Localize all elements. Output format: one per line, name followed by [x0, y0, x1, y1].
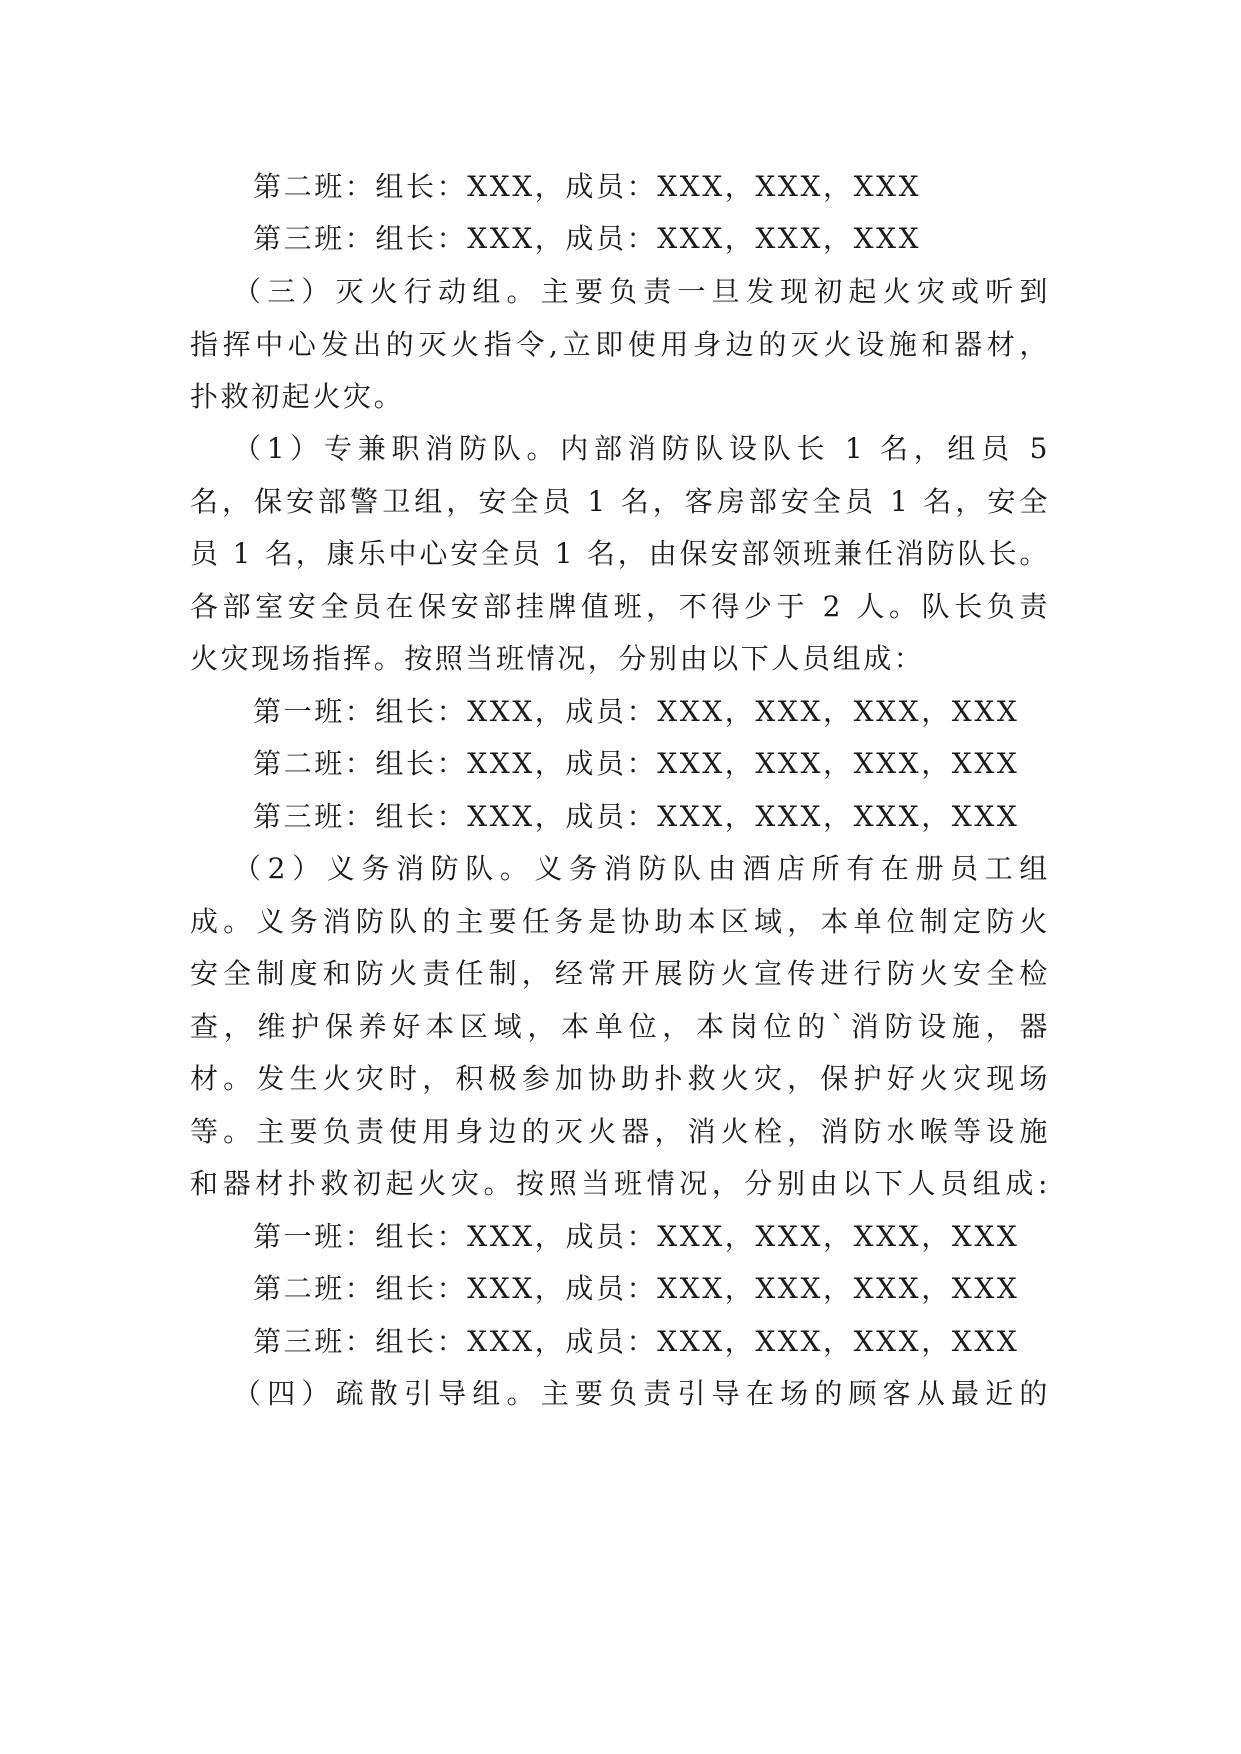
- text-line: （四）疏散引导组。主要负责引导在场的顾客从最近的: [233, 1377, 1050, 1410]
- text-line: 员 1 名，康乐中心安全员 1 名，由保安部领班兼任消防队长。: [190, 537, 1050, 570]
- text-line: 等。主要负责使用身边的灭火器，消火栓，消防水喉等设施: [190, 1115, 1050, 1148]
- text-line: 第一班：组长：XXX，成员：XXX，XXX，XXX，XXX: [253, 1220, 1020, 1253]
- text-line: 第二班：组长：XXX，成员：XXX，XXX，XXX，XXX: [253, 747, 1020, 780]
- text-line: 各部室安全员在保安部挂牌值班，不得少于 2 人。队长负责: [190, 590, 1050, 623]
- text-line: 第二班：组长：XXX，成员：XXX，XXX，XXX，XXX: [253, 1272, 1020, 1305]
- text-line: 扑救初起火灾。: [190, 380, 405, 413]
- text-line: 查，维护保养好本区域，本单位，本岗位的`消防设施，器: [190, 1010, 1050, 1043]
- text-line: 第三班：组长：XXX，成员：XXX，XXX，XXX，XXX: [253, 800, 1020, 833]
- text-line: 和器材扑救初起火灾。按照当班情况，分别由以下人员组成:: [190, 1167, 1050, 1200]
- text-line: 指挥中心发出的灭火指令,立即使用身边的灭火设施和器材，: [190, 328, 1050, 361]
- text-line: （1）专兼职消防队。内部消防队设队长 1 名，组员 5: [233, 432, 1050, 465]
- text-line: 第一班：组长：XXX，成员：XXX，XXX，XXX，XXX: [253, 695, 1020, 728]
- text-line: 第三班：组长：XXX，成员：XXX，XXX，XXX，XXX: [253, 1325, 1020, 1358]
- text-line: （2）义务消防队。义务消防队由酒店所有在册员工组: [233, 852, 1050, 885]
- text-line: 安全制度和防火责任制，经常开展防火宣传进行防火安全检: [190, 957, 1050, 990]
- text-line: 名，保安部警卫组，安全员 1 名，客房部安全员 1 名，安全: [190, 485, 1050, 518]
- text-line: 火灾现场指挥。按照当班情况，分别由以下人员组成：: [190, 642, 925, 675]
- text-line: 成。义务消防队的主要任务是协助本区域，本单位制定防火: [190, 905, 1050, 938]
- text-line: 材。发生火灾时，积极参加协助扑救火灾，保护好火灾现场: [190, 1062, 1050, 1095]
- text-line: 第二班：组长：XXX，成员：XXX，XXX，XXX: [253, 170, 922, 203]
- text-line: 第三班：组长：XXX，成员：XXX，XXX，XXX: [253, 222, 922, 255]
- text-line: （三）灭火行动组。主要负责一旦发现初起火灾或听到: [233, 275, 1050, 308]
